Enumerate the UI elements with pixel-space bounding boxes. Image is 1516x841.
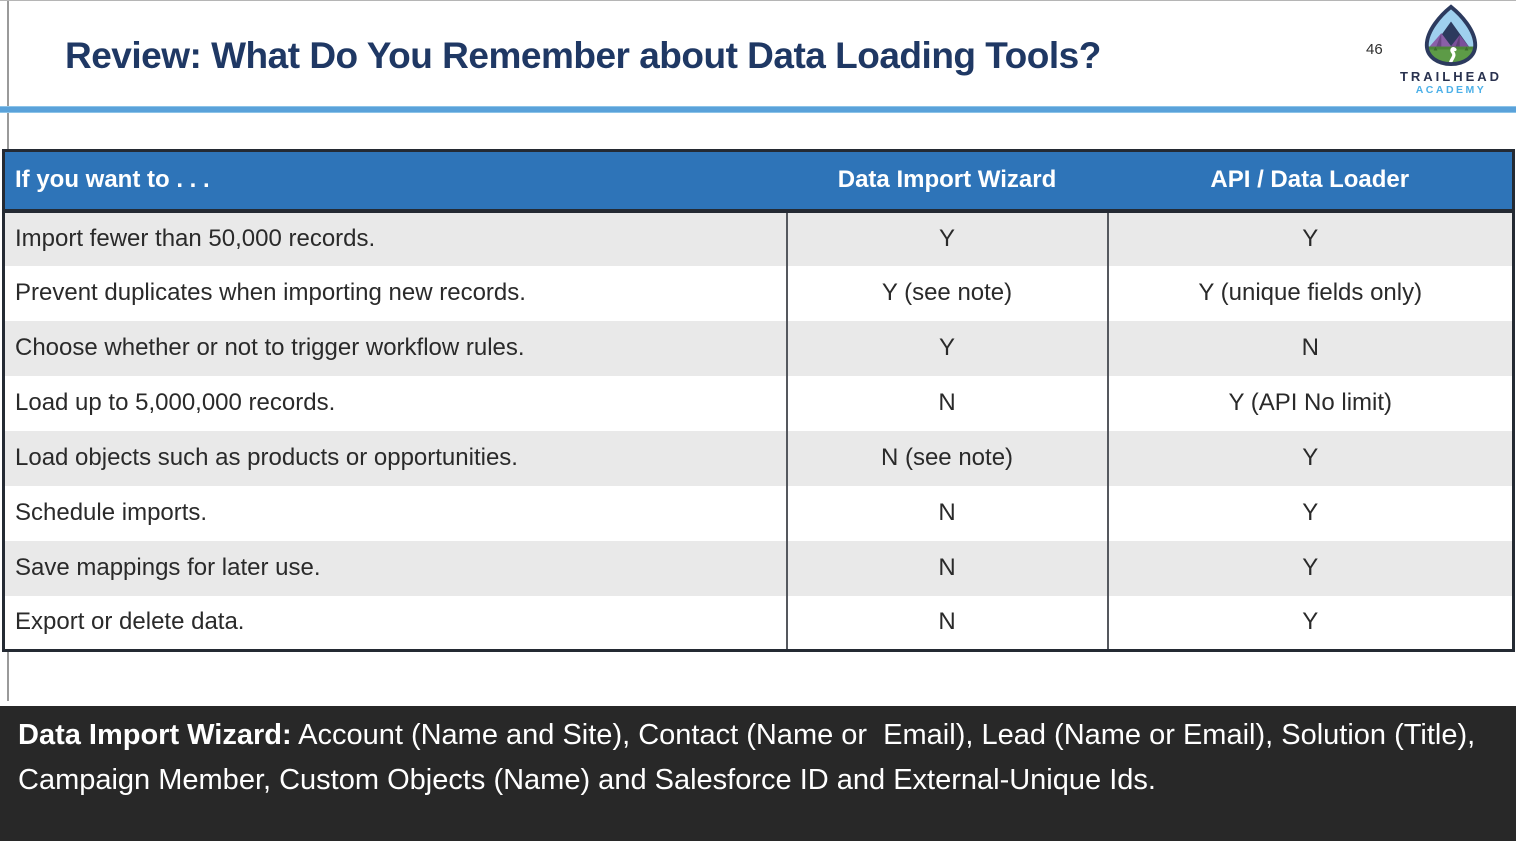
- table-row: [4, 211, 1514, 266]
- row-wizard-cell: N (see note): [787, 431, 1108, 486]
- row-want-cell: Choose whether or not to trigger workflow rules.: [15, 334, 525, 361]
- table-row: [4, 376, 1514, 431]
- row-want-cell: Prevent duplicates when importing new records.: [15, 279, 526, 306]
- row-loader-cell: N: [1108, 321, 1514, 376]
- title-divider-rule: [0, 106, 1516, 113]
- trailhead-academy-logo: [1396, 4, 1506, 96]
- row-wizard-cell: N: [787, 376, 1108, 431]
- table-header-row: [4, 151, 1514, 211]
- row-loader-cell: Y: [1108, 541, 1514, 596]
- logo-text-trailhead: TRAILHEAD: [1399, 69, 1503, 84]
- row-wizard-cell: Y (see note): [787, 266, 1108, 321]
- note-text: Account (Name and Site), Contact (Name or Email), Lead (Name or Email), Solution (Title), Campaign Member, Custom Objects (Name) and Salesforce ID and External-Unique Ids.: [18, 719, 1484, 796]
- column-header-api-data-loader: API / Data Loader: [1108, 151, 1514, 211]
- row-loader-cell: Y: [1108, 486, 1514, 541]
- row-loader-cell: Y (unique fields only): [1108, 266, 1514, 321]
- row-loader-cell: Y (API No limit): [1108, 376, 1514, 431]
- row-want-cell: Load objects such as products or opportunities.: [15, 444, 518, 471]
- data-loading-tools-table: [2, 149, 1515, 652]
- row-wizard-cell: Y: [787, 321, 1108, 376]
- note-bar: [0, 706, 1516, 841]
- row-loader-cell: Y: [1108, 211, 1514, 266]
- row-wizard-cell: N: [787, 596, 1108, 651]
- table-row: [4, 541, 1514, 596]
- logo-text-academy: ACADEMY: [1415, 84, 1487, 96]
- row-want-cell: Load up to 5,000,000 records.: [15, 389, 336, 416]
- row-loader-cell: Y: [1108, 431, 1514, 486]
- row-want-cell: Save mappings for later use.: [15, 554, 321, 581]
- page-number: 46: [1366, 41, 1383, 58]
- row-wizard-cell: N: [787, 541, 1108, 596]
- note-label: Data Import Wizard:: [18, 719, 292, 751]
- row-want-cell: Export or delete data.: [15, 608, 245, 636]
- column-header-data-import-wizard: Data Import Wizard: [787, 151, 1108, 211]
- table-row: [4, 321, 1514, 376]
- table-row: [4, 266, 1514, 321]
- row-want-cell: Schedule imports.: [15, 499, 208, 526]
- table-row: [4, 431, 1514, 486]
- row-loader-cell: Y: [1108, 596, 1514, 651]
- table-row: [4, 486, 1514, 541]
- row-wizard-cell: Y: [787, 211, 1108, 266]
- row-wizard-cell: N: [787, 486, 1108, 541]
- page-title: Review: What Do You Remember about Data Loading Tools?: [65, 35, 1101, 76]
- column-header-if-you-want-to: If you want to . . .: [4, 151, 787, 211]
- row-want-cell: Import fewer than 50,000 records.: [15, 225, 376, 252]
- mountain-badge-icon: [1396, 4, 1506, 66]
- table-row: [4, 596, 1514, 651]
